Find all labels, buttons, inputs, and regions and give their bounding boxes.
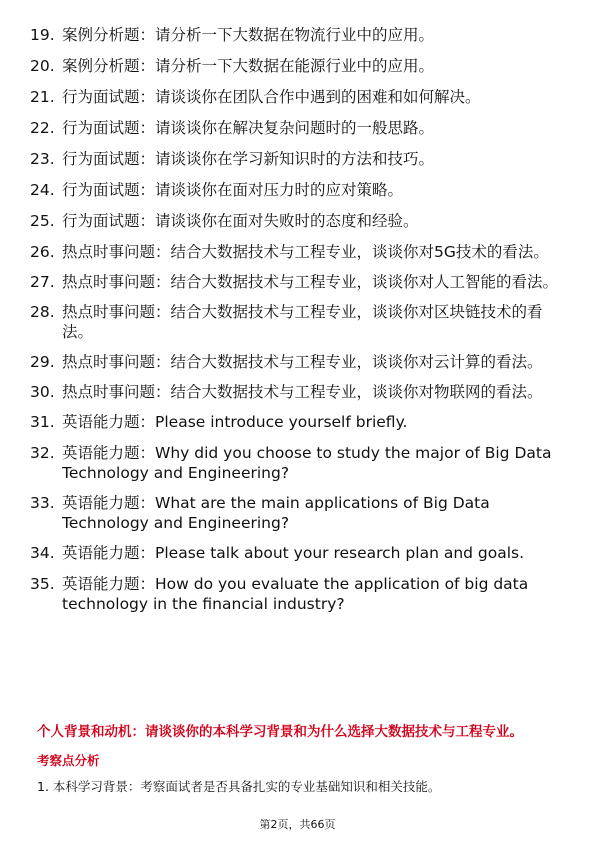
question-text: 热点时事问题：结合大数据技术与工程专业，谈谈你对区块链技术的看法。 xyxy=(62,303,543,341)
list-item xyxy=(30,87,565,107)
list-item xyxy=(30,443,565,483)
analysis-heading: 考察点分析 xyxy=(37,753,100,768)
question-number: 29. xyxy=(30,353,55,371)
list-item xyxy=(30,574,565,614)
question-number: 27. xyxy=(30,273,55,291)
question-number: 25. xyxy=(30,212,55,230)
list-item xyxy=(30,242,565,262)
question-text: 英语能力题：What are the main applications of Big Data Technology and Engineering? xyxy=(62,494,490,532)
question-text: 行为面试题：请谈谈你在解决复杂问题时的一般思路。 xyxy=(62,119,435,137)
question-text: 英语能力题：Please talk about your research plan and goals. xyxy=(62,544,525,562)
question-number: 30. xyxy=(30,383,55,401)
list-item xyxy=(30,382,565,402)
question-text: 热点时事问题：结合大数据技术与工程专业，谈谈你对云计算的看法。 xyxy=(62,353,543,371)
section-heading: 个人背景和动机：请谈谈你的本科学习背景和为什么选择大数据技术与工程专业。 xyxy=(37,724,523,740)
list-item xyxy=(30,56,565,76)
question-number: 26. xyxy=(30,243,55,261)
list-item xyxy=(30,25,565,45)
question-text: 行为面试题：请谈谈你在团队合作中遇到的困难和如何解决。 xyxy=(62,88,481,106)
question-text: 行为面试题：请谈谈你在学习新知识时的方法和技巧。 xyxy=(62,150,435,168)
question-text: 行为面试题：请谈谈你在面对失败时的态度和经验。 xyxy=(62,212,419,230)
list-item xyxy=(30,211,565,231)
question-number: 33. xyxy=(30,494,55,512)
question-number: 19. xyxy=(30,26,55,44)
list-item xyxy=(30,118,565,138)
question-number: 20. xyxy=(30,57,55,75)
list-item xyxy=(30,180,565,200)
question-number: 28. xyxy=(30,303,55,321)
list-item xyxy=(30,493,565,533)
question-number: 32. xyxy=(30,444,55,462)
question-number: 35. xyxy=(30,575,55,593)
list-item xyxy=(30,302,565,342)
question-number: 22. xyxy=(30,119,55,137)
question-number: 23. xyxy=(30,150,55,168)
list-item xyxy=(30,352,565,372)
list-item xyxy=(30,272,565,292)
list-item xyxy=(30,412,565,432)
question-number: 21. xyxy=(30,88,55,106)
question-text: 英语能力题：How do you evaluate the application of big data technology in the financial industry? xyxy=(62,575,529,613)
list-item xyxy=(30,149,565,169)
question-text: 英语能力题：Please introduce yourself briefly. xyxy=(62,413,408,431)
question-text: 行为面试题：请谈谈你在面对压力时的应对策略。 xyxy=(62,181,404,199)
analysis-item: 1. 本科学习背景：考察面试者是否具备扎实的专业基础知识和相关技能。 xyxy=(37,779,441,794)
question-list xyxy=(30,25,565,624)
question-number: 34. xyxy=(30,544,55,562)
question-text: 热点时事问题：结合大数据技术与工程专业，谈谈你对5G技术的看法。 xyxy=(62,243,549,261)
page-number: 第2页，共66页 xyxy=(259,818,336,831)
question-text: 案例分析题：请分析一下大数据在能源行业中的应用。 xyxy=(62,57,435,75)
question-number: 31. xyxy=(30,413,55,431)
question-number: 24. xyxy=(30,181,55,199)
question-text: 案例分析题：请分析一下大数据在物流行业中的应用。 xyxy=(62,26,435,44)
question-text: 英语能力题：Why did you choose to study the major of Big Data Technology and Engineering? xyxy=(62,444,552,482)
list-item xyxy=(30,543,565,563)
question-text: 热点时事问题：结合大数据技术与工程专业，谈谈你对物联网的看法。 xyxy=(62,383,543,401)
question-text: 热点时事问题：结合大数据技术与工程专业，谈谈你对人工智能的看法。 xyxy=(62,273,559,291)
